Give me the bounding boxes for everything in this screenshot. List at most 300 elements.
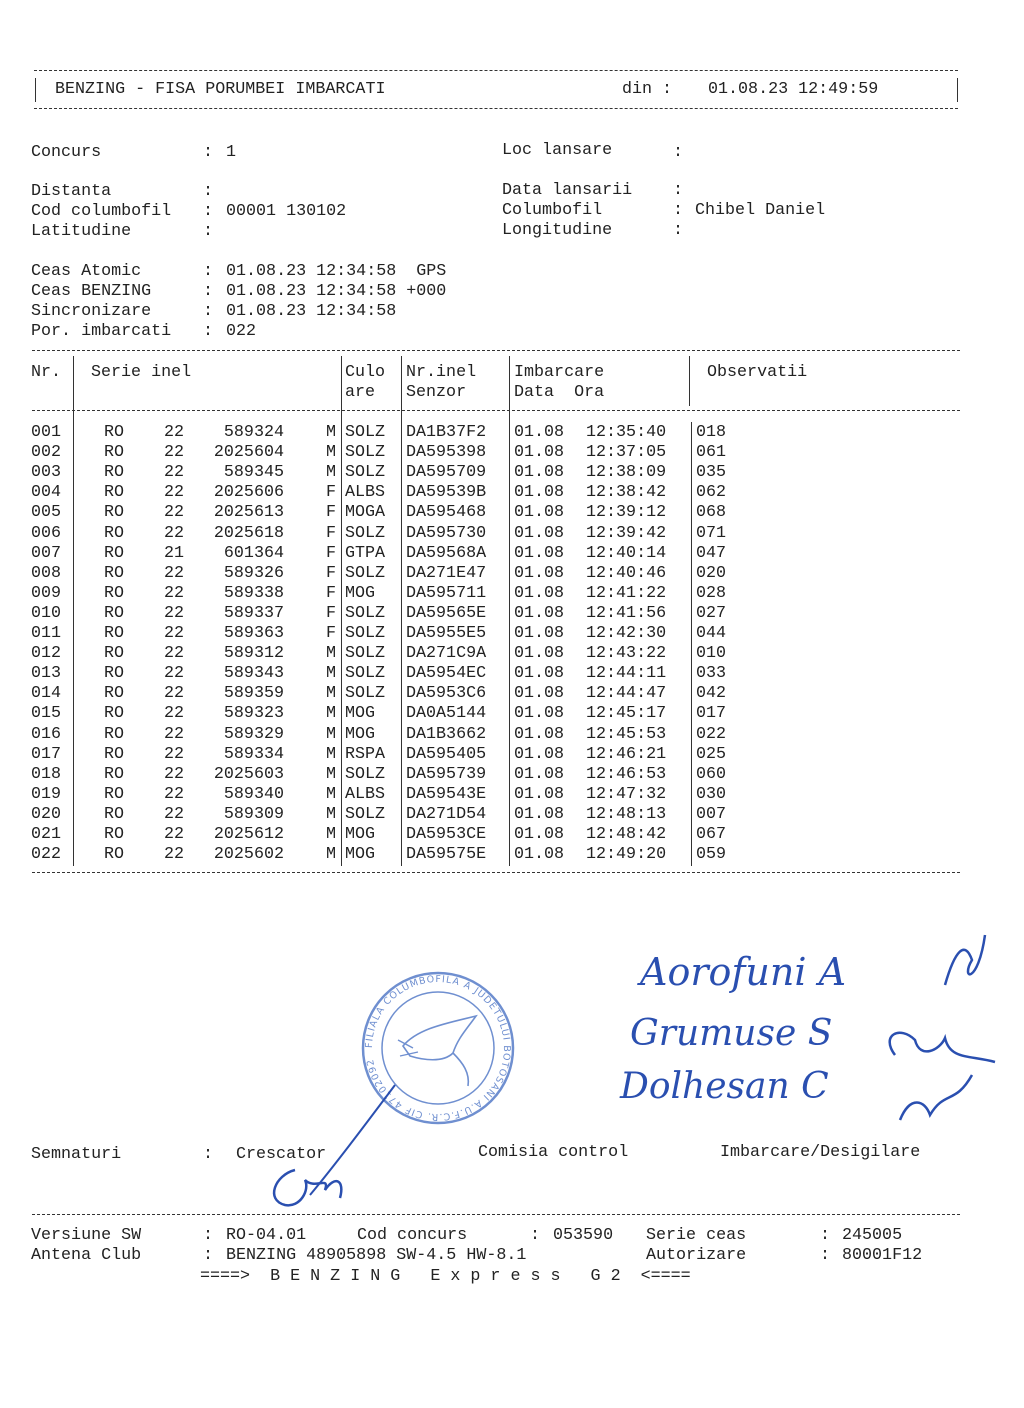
cell-cul: MOG <box>345 704 376 724</box>
cell-data: 01.08 <box>514 563 565 583</box>
cod-columbofil-value: 00001 130102 <box>226 202 347 221</box>
cell-cul: SOLZ <box>345 764 386 784</box>
cell-data: 01.08 <box>514 845 565 865</box>
semnaturi-label: Semnaturi <box>31 1145 122 1164</box>
columbofil-value: Chibel Daniel <box>695 201 826 220</box>
cell-an: 22 <box>164 804 185 824</box>
cell-an: 22 <box>164 624 185 643</box>
th-nr-inel-1: Nr.inel <box>406 363 477 382</box>
header-top-border <box>34 70 958 71</box>
header-right-border <box>957 78 958 102</box>
cell-cul: SOLZ <box>345 603 386 623</box>
cell-sex: M <box>325 744 336 764</box>
cell-tara: RO <box>104 764 125 784</box>
cell-nr: 011 <box>31 624 62 643</box>
cell-senzor: DA5953C6 <box>406 684 487 704</box>
longitudine-label: Longitudine <box>502 221 613 240</box>
cell-an: 22 <box>164 764 185 784</box>
cell-inel: 589337 <box>223 603 284 623</box>
cell-an: 22 <box>164 784 185 804</box>
latitudine-colon: : <box>203 222 214 241</box>
cell-sex: M <box>325 684 336 704</box>
cell-data: 01.08 <box>514 423 565 442</box>
cell-an: 22 <box>164 563 185 583</box>
th-imbarcare-2: Data Ora <box>514 383 605 402</box>
cell-data: 01.08 <box>514 463 565 483</box>
cell-an: 22 <box>164 583 185 603</box>
cell-inel: 589334 <box>223 744 284 764</box>
cell-inel: 589340 <box>223 784 284 804</box>
cell-data: 01.08 <box>514 764 565 784</box>
cell-tara: RO <box>104 804 125 824</box>
cell-senzor: DA5954EC <box>406 664 487 684</box>
cell-sex: F <box>325 563 336 583</box>
distanta-label: Distanta <box>31 182 112 201</box>
cell-data: 01.08 <box>514 483 565 503</box>
cell-ora: 12:49:20 <box>586 845 667 865</box>
cell-tara: RO <box>104 523 125 543</box>
cell-data: 01.08 <box>514 603 565 623</box>
cell-obs: 062 <box>696 483 727 503</box>
cell-nr: 008 <box>31 563 62 583</box>
cell-senzor: DA595739 <box>406 764 487 784</box>
cell-obs: 060 <box>696 764 727 784</box>
sincronizare-value: 01.08.23 12:34:58 <box>226 302 397 321</box>
cell-obs: 059 <box>696 845 727 865</box>
cell-cul: MOG <box>345 724 376 744</box>
data-lansarii-label: Data lansarii <box>502 181 633 200</box>
cell-cul: SOLZ <box>345 563 386 583</box>
cell-inel: 589323 <box>223 704 284 724</box>
cell-ora: 12:43:22 <box>586 644 667 664</box>
cell-senzor: DA595730 <box>406 523 487 543</box>
cell-cul: SOLZ <box>345 804 386 824</box>
cell-tara: RO <box>104 724 125 744</box>
cell-an: 22 <box>164 845 185 865</box>
cell-inel: 2025618 <box>213 523 284 543</box>
cell-nr: 004 <box>31 483 62 503</box>
cell-nr: 013 <box>31 664 62 684</box>
document-title: BENZING - FISA PORUMBEI IMBARCATI <box>55 80 386 99</box>
cell-an: 22 <box>164 704 185 724</box>
cell-nr: 006 <box>31 523 62 543</box>
table-col-sep-1 <box>73 356 74 866</box>
cell-senzor: DA59543E <box>406 784 487 804</box>
cod-concurs-value: 053590 <box>553 1226 614 1245</box>
cell-senzor: DA595711 <box>406 583 487 603</box>
cell-obs: 018 <box>696 423 727 442</box>
cell-inel: 2025613 <box>213 503 284 523</box>
cell-inel: 2025602 <box>213 845 284 865</box>
footer-top-border <box>32 1214 960 1215</box>
longitudine-colon: : <box>673 221 684 240</box>
cell-cul: SOLZ <box>345 664 386 684</box>
cell-senzor: DA595405 <box>406 744 487 764</box>
cell-tara: RO <box>104 664 125 684</box>
header-date-label: din : <box>622 80 673 99</box>
cell-an: 22 <box>164 684 185 704</box>
cell-obs: 017 <box>696 704 727 724</box>
cell-data: 01.08 <box>514 804 565 824</box>
cell-tara: RO <box>104 423 125 442</box>
ceas-atomic-value: 01.08.23 12:34:58 GPS <box>226 262 447 281</box>
cell-inel: 589343 <box>223 664 284 684</box>
data-lansarii-colon: : <box>673 181 684 200</box>
cell-an: 22 <box>164 503 185 523</box>
cell-nr: 016 <box>31 724 62 744</box>
cell-ora: 12:35:40 <box>586 423 667 442</box>
versiune-value: RO-04.01 <box>226 1226 307 1245</box>
cell-sex: M <box>325 664 336 684</box>
cell-inel: 589326 <box>223 563 284 583</box>
cell-ora: 12:48:42 <box>586 825 667 844</box>
cell-nr: 002 <box>31 443 62 463</box>
cell-sex: M <box>325 784 336 804</box>
cell-senzor: DA59565E <box>406 603 487 623</box>
table-col-sep-2 <box>341 356 342 866</box>
columbofil-colon: : <box>673 201 684 220</box>
cell-cul: MOG <box>345 825 376 844</box>
svg-text:FILIALA COLUMBOFILA A JUDETULU: FILIALA COLUMBOFILA A JUDETULUI BOTOSANI A.U.F.C.R. CIF 47102092 <box>363 973 513 1123</box>
cell-cul: SOLZ <box>345 423 386 442</box>
cell-an: 22 <box>164 443 185 463</box>
cell-data: 01.08 <box>514 724 565 744</box>
cell-inel: 589324 <box>223 423 284 442</box>
cell-cul: MOG <box>345 583 376 603</box>
comisia-label: Comisia control <box>478 1143 629 1162</box>
cell-nr: 001 <box>31 423 62 442</box>
cod-concurs-colon: : <box>530 1226 541 1245</box>
antena-value: BENZING 48905898 SW-4.5 HW-8.1 <box>226 1246 527 1265</box>
cell-an: 22 <box>164 603 185 623</box>
cell-obs: 027 <box>696 603 727 623</box>
cell-obs: 047 <box>696 543 727 563</box>
cell-cul: SOLZ <box>345 684 386 704</box>
cell-data: 01.08 <box>514 503 565 523</box>
cell-cul: SOLZ <box>345 523 386 543</box>
cell-tara: RO <box>104 443 125 463</box>
table-col-sep-3 <box>401 356 402 866</box>
cell-sex: M <box>325 724 336 744</box>
cell-obs: 044 <box>696 624 727 643</box>
cod-columbofil-colon: : <box>203 202 214 221</box>
cell-tara: RO <box>104 503 125 523</box>
cell-cul: MOGA <box>345 503 386 523</box>
cell-data: 01.08 <box>514 784 565 804</box>
table-bottom-border <box>32 872 960 873</box>
cell-nr: 007 <box>31 543 62 563</box>
cell-sex: M <box>325 825 336 844</box>
cell-ora: 12:45:53 <box>586 724 667 744</box>
por-imbarcati-label: Por. imbarcati <box>31 322 172 341</box>
cell-inel: 2025604 <box>213 443 284 463</box>
cell-ora: 12:40:46 <box>586 563 667 583</box>
cell-tara: RO <box>104 704 125 724</box>
cell-inel: 2025612 <box>213 825 284 844</box>
cell-sex: M <box>325 804 336 824</box>
ceas-benzing-colon: : <box>203 282 214 301</box>
concurs-label: Concurs <box>31 143 102 162</box>
cell-nr: 020 <box>31 804 62 824</box>
cell-cul: SOLZ <box>345 463 386 483</box>
cell-inel: 589312 <box>223 644 284 664</box>
cell-sex: F <box>325 624 336 643</box>
cell-senzor: DA59575E <box>406 845 487 865</box>
th-nr: Nr. <box>31 363 62 382</box>
cell-tara: RO <box>104 463 125 483</box>
table-col-sep-5a <box>689 356 690 406</box>
cell-tara: RO <box>104 684 125 704</box>
serie-ceas-colon: : <box>820 1226 831 1245</box>
cell-ora: 12:46:21 <box>586 744 667 764</box>
table-header-border <box>32 410 960 411</box>
cell-data: 01.08 <box>514 443 565 463</box>
sincronizare-label: Sincronizare <box>31 302 152 321</box>
cell-cul: SOLZ <box>345 624 386 643</box>
cell-ora: 12:47:32 <box>586 784 667 804</box>
por-imbarcati-value: 022 <box>226 322 257 341</box>
cell-sex: F <box>325 483 336 503</box>
breeder-signature-icon <box>255 1080 405 1220</box>
cell-ora: 12:39:12 <box>586 503 667 523</box>
versiune-colon: : <box>203 1226 214 1245</box>
cell-ora: 12:41:22 <box>586 583 667 603</box>
cell-an: 22 <box>164 825 185 844</box>
cell-cul: SOLZ <box>345 644 386 664</box>
cell-ora: 12:44:11 <box>586 664 667 684</box>
cell-obs: 007 <box>696 804 727 824</box>
cell-tara: RO <box>104 543 125 563</box>
cell-ora: 12:39:42 <box>586 523 667 543</box>
cell-obs: 067 <box>696 825 727 844</box>
svg-text:Aorofuni A: Aorofuni A <box>640 950 847 994</box>
cod-concurs-label: Cod concurs <box>357 1226 468 1245</box>
cell-ora: 12:46:53 <box>586 764 667 784</box>
concurs-colon: : <box>203 143 214 162</box>
cell-senzor: DA59568A <box>406 543 487 563</box>
cell-sex: F <box>325 583 336 603</box>
committee-signatures-icon <box>600 930 1010 1130</box>
cell-nr: 005 <box>31 503 62 523</box>
cell-senzor: DA595709 <box>406 463 487 483</box>
cell-ora: 12:38:42 <box>586 483 667 503</box>
cell-data: 01.08 <box>514 664 565 684</box>
cell-nr: 014 <box>31 684 62 704</box>
cell-sex: M <box>325 644 336 664</box>
cell-tara: RO <box>104 825 125 844</box>
cell-tara: RO <box>104 845 125 865</box>
svg-text:Grumuse S: Grumuse S <box>630 1013 833 1054</box>
cell-tara: RO <box>104 603 125 623</box>
cell-nr: 017 <box>31 744 62 764</box>
ceas-atomic-label: Ceas Atomic <box>31 262 142 281</box>
cell-nr: 022 <box>31 845 62 865</box>
ceas-atomic-colon: : <box>203 262 214 281</box>
cell-senzor: DA595468 <box>406 503 487 523</box>
cell-sex: F <box>325 543 336 563</box>
cell-data: 01.08 <box>514 624 565 643</box>
cell-inel: 2025603 <box>213 764 284 784</box>
cell-ora: 12:42:30 <box>586 624 667 643</box>
cell-data: 01.08 <box>514 543 565 563</box>
cell-tara: RO <box>104 744 125 764</box>
th-observatii: Observatii <box>707 363 808 382</box>
cell-tara: RO <box>104 624 125 643</box>
distanta-colon: : <box>203 182 214 201</box>
cell-sex: M <box>325 704 336 724</box>
cell-tara: RO <box>104 644 125 664</box>
th-nr-inel-2: Senzor <box>406 383 467 402</box>
cell-nr: 012 <box>31 644 62 664</box>
cell-senzor: DA5953CE <box>406 825 487 844</box>
cell-inel: 589329 <box>223 724 284 744</box>
cell-data: 01.08 <box>514 684 565 704</box>
cell-senzor: DA0A5144 <box>406 704 487 724</box>
sincronizare-colon: : <box>203 302 214 321</box>
cell-sex: F <box>325 523 336 543</box>
cell-senzor: DA271C9A <box>406 644 487 664</box>
antena-label: Antena Club <box>31 1246 142 1265</box>
cell-nr: 021 <box>31 825 62 844</box>
cell-obs: 028 <box>696 583 727 603</box>
cell-data: 01.08 <box>514 523 565 543</box>
cell-nr: 010 <box>31 603 62 623</box>
cell-senzor: DA271E47 <box>406 563 487 583</box>
cell-obs: 025 <box>696 744 727 764</box>
cell-data: 01.08 <box>514 583 565 603</box>
cell-senzor: DA1B37F2 <box>406 423 487 442</box>
cell-obs: 033 <box>696 664 727 684</box>
table-top-border <box>32 350 960 351</box>
cell-sex: M <box>325 764 336 784</box>
antena-colon: : <box>203 1246 214 1265</box>
cell-cul: MOG <box>345 845 376 865</box>
cell-an: 21 <box>164 543 185 563</box>
header-left-border <box>35 78 36 102</box>
cell-obs: 035 <box>696 463 727 483</box>
cell-obs: 068 <box>696 503 727 523</box>
cell-data: 01.08 <box>514 704 565 724</box>
autorizare-colon: : <box>820 1246 831 1265</box>
cell-sex: M <box>325 443 336 463</box>
cell-nr: 003 <box>31 463 62 483</box>
imbarcare-label: Imbarcare/Desigilare <box>720 1143 921 1162</box>
cell-ora: 12:44:47 <box>586 684 667 704</box>
cell-obs: 020 <box>696 563 727 583</box>
table-col-sep-4 <box>509 356 510 866</box>
cell-data: 01.08 <box>514 744 565 764</box>
cell-obs: 030 <box>696 784 727 804</box>
cell-inel: 601364 <box>223 543 284 563</box>
cell-data: 01.08 <box>514 825 565 844</box>
cell-obs: 071 <box>696 523 727 543</box>
cell-nr: 009 <box>31 583 62 603</box>
cell-cul: ALBS <box>345 784 386 804</box>
cell-an: 22 <box>164 463 185 483</box>
cell-tara: RO <box>104 483 125 503</box>
cell-cul: SOLZ <box>345 443 386 463</box>
cell-sex: M <box>325 423 336 442</box>
autorizare-label: Autorizare <box>646 1246 747 1265</box>
brand-line: ====> B E N Z I N G E x p r e s s G 2 <==== <box>200 1267 691 1286</box>
cell-obs: 061 <box>696 443 727 463</box>
columbofil-label: Columbofil <box>502 201 603 220</box>
cell-sex: M <box>325 845 336 865</box>
loc-lansare-colon: : <box>673 143 684 162</box>
concurs-value: 1 <box>226 143 237 162</box>
cell-an: 22 <box>164 724 185 744</box>
cell-obs: 042 <box>696 684 727 704</box>
cell-cul: GTPA <box>345 543 386 563</box>
cell-obs: 022 <box>696 724 727 744</box>
cell-cul: RSPA <box>345 744 386 764</box>
th-culoare-2: are <box>345 383 376 402</box>
cell-senzor: DA5955E5 <box>406 624 487 643</box>
cell-data: 01.08 <box>514 644 565 664</box>
autorizare-value: 80001F12 <box>842 1246 923 1265</box>
th-imbarcare-1: Imbarcare <box>514 363 605 382</box>
header-bottom-border <box>34 108 958 109</box>
th-culoare-1: Culo <box>345 363 386 382</box>
cell-sex: F <box>325 503 336 523</box>
cell-tara: RO <box>104 563 125 583</box>
por-imbarcati-colon: : <box>203 322 214 341</box>
cell-inel: 589345 <box>223 463 284 483</box>
cell-senzor: DA59539B <box>406 483 487 503</box>
table-col-sep-5b <box>691 422 692 866</box>
cell-ora: 12:45:17 <box>586 704 667 724</box>
crescator-label: Crescator <box>236 1145 327 1164</box>
cell-inel: 589363 <box>223 624 284 643</box>
cell-inel: 589309 <box>223 804 284 824</box>
semnaturi-colon: : <box>203 1145 214 1164</box>
cell-tara: RO <box>104 583 125 603</box>
cell-tara: RO <box>104 784 125 804</box>
cod-columbofil-label: Cod columbofil <box>31 202 172 221</box>
latitudine-label: Latitudine <box>31 222 132 241</box>
cell-cul: ALBS <box>345 483 386 503</box>
svg-text:Dolhesan C: Dolhesan C <box>620 1066 829 1107</box>
cell-ora: 12:40:14 <box>586 543 667 563</box>
cell-nr: 019 <box>31 784 62 804</box>
cell-an: 22 <box>164 664 185 684</box>
cell-an: 22 <box>164 744 185 764</box>
serie-ceas-label: Serie ceas <box>646 1226 747 1245</box>
cell-inel: 589338 <box>223 583 284 603</box>
ceas-benzing-label: Ceas BENZING <box>31 282 152 301</box>
cell-an: 22 <box>164 644 185 664</box>
cell-sex: F <box>325 603 336 623</box>
cell-an: 22 <box>164 423 185 442</box>
cell-inel: 2025606 <box>213 483 284 503</box>
serie-ceas-value: 245005 <box>842 1226 903 1245</box>
cell-ora: 12:48:13 <box>586 804 667 824</box>
ceas-benzing-value: 01.08.23 12:34:58 +000 <box>226 282 447 301</box>
cell-inel: 589359 <box>223 684 284 704</box>
cell-nr: 015 <box>31 704 62 724</box>
cell-nr: 018 <box>31 764 62 784</box>
cell-senzor: DA271D54 <box>406 804 487 824</box>
th-serie-inel: Serie inel <box>91 363 192 382</box>
cell-ora: 12:38:09 <box>586 463 667 483</box>
cell-an: 22 <box>164 483 185 503</box>
loc-lansare-label: Loc lansare <box>502 141 613 160</box>
cell-ora: 12:37:05 <box>586 443 667 463</box>
cell-an: 22 <box>164 523 185 543</box>
cell-sex: M <box>325 463 336 483</box>
versiune-label: Versiune SW <box>31 1226 142 1245</box>
cell-obs: 010 <box>696 644 727 664</box>
